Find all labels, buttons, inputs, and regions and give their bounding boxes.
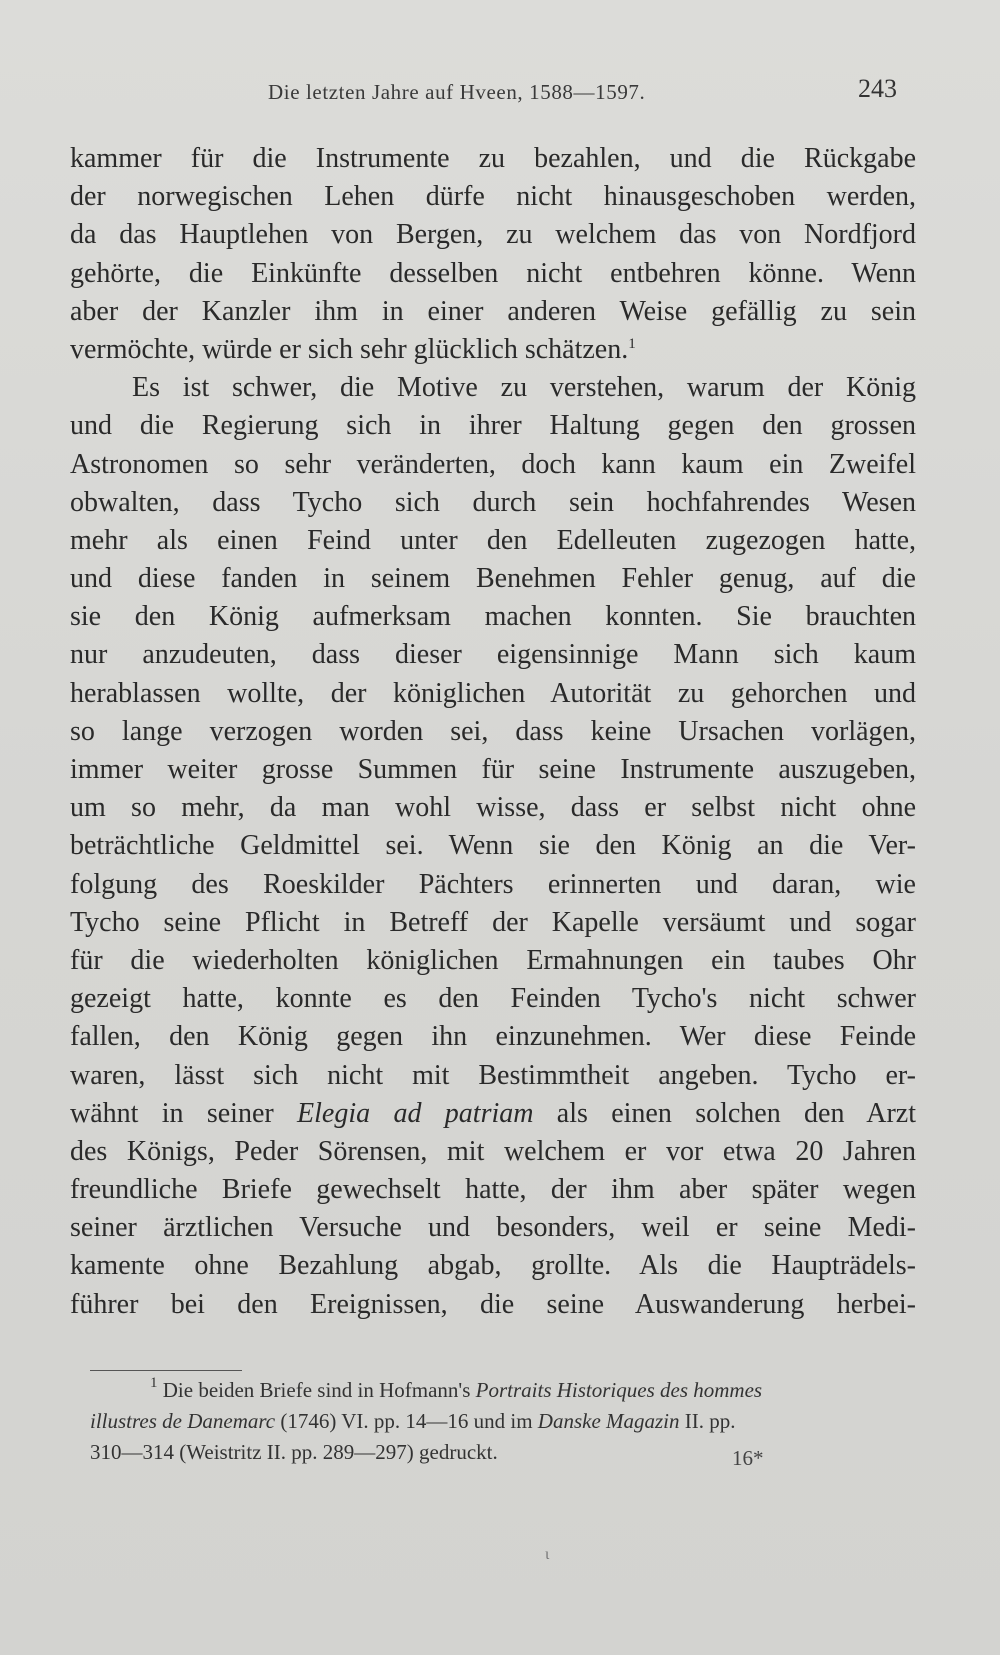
text-line: gezeigt hatte, konnte es den Feinden Tycho's nicht schwer bbox=[70, 983, 916, 1015]
footnote-line: 310—314 (Weistritz II. pp. 289—297) gedruckt. bbox=[90, 1440, 498, 1464]
footnote-ref: 1 bbox=[628, 335, 636, 352]
text-line-content: als einen solchen den Arzt bbox=[556, 1097, 917, 1129]
text-line: der norwegischen Lehen dürfe nicht hinausgeschoben werden, bbox=[70, 181, 916, 213]
text-line-content: wähnt in seiner bbox=[70, 1097, 274, 1129]
footnote-text: (1746) VI. pp. 14—16 und im bbox=[280, 1409, 533, 1433]
text-line: kamente ohne Bezahlung abgab, grollte. Als die Haupträdels- bbox=[70, 1250, 916, 1282]
footnote-text: II. pp. bbox=[684, 1409, 736, 1433]
text-line: sie den König aufmerksam machen konnten. Sie brauchten bbox=[70, 601, 916, 633]
text-line: Es ist schwer, die Motive zu verstehen, warum der König bbox=[132, 372, 916, 404]
text-line: beträchtliche Geldmittel sei. Wenn sie den König an die Ver- bbox=[70, 830, 916, 862]
text-line: mehr als einen Feind unter den Edelleuten zugezogen hatte, bbox=[70, 524, 916, 556]
signature-mark: 16* bbox=[732, 1446, 764, 1470]
text-line: um so mehr, da man wohl wisse, dass er selbst nicht ohne bbox=[70, 792, 916, 824]
running-title: Die letzten Jahre auf Hveen, 1588—1597. bbox=[268, 80, 646, 104]
page-speck: ɩ bbox=[545, 1546, 550, 1563]
text-line: herablassen wollte, der königlichen Autorität zu gehorchen und bbox=[70, 677, 916, 709]
body-text bbox=[70, 140, 916, 1324]
text-line: Tycho seine Pflicht in Betreff der Kapelle versäumt und sogar bbox=[70, 906, 916, 938]
footnote-italic: Portraits Historiques des hommes bbox=[475, 1378, 763, 1402]
text-line: immer weiter grosse Summen für seine Instrumente auszugeben, bbox=[70, 754, 916, 785]
text-line: des Königs, Peder Sörensen, mit welchem er vor etwa 20 Jahren bbox=[70, 1135, 916, 1167]
text-line: und diese fanden in seinem Benehmen Fehler genug, auf die bbox=[70, 563, 916, 595]
text-line: kammer für die Instrumente zu bezahlen, und die Rückgabe bbox=[70, 143, 916, 174]
footnote-divider bbox=[90, 1370, 242, 1371]
text-line: so lange verzogen worden sei, dass keine Ursachen vorlägen, bbox=[70, 715, 916, 747]
text-line bbox=[70, 331, 916, 369]
text-line: obwalten, dass Tycho sich durch sein hochfahrendes Wesen bbox=[70, 486, 916, 518]
footnote-line bbox=[90, 1406, 920, 1437]
text-line: da das Hauptlehen von Bergen, zu welchem das von Nordfjord bbox=[70, 219, 916, 251]
text-line: waren, lässt sich nicht mit Bestimmtheit angeben. Tycho er- bbox=[70, 1059, 916, 1091]
text-line-content: vermöchte, würde er sich sehr glücklich schätzen. bbox=[70, 333, 629, 365]
text-line: freundliche Briefe gewechselt hatte, der ihm aber später wegen bbox=[70, 1174, 916, 1206]
footnote-text: Die beiden Briefe sind in Hofmann's bbox=[162, 1378, 471, 1402]
text-line: Astronomen so sehr veränderten, doch kann kaum ein Zweifel bbox=[70, 448, 916, 480]
footnote bbox=[90, 1375, 920, 1468]
text-line: gehörte, die Einkünfte desselben nicht entbehren könne. Wenn bbox=[70, 257, 916, 289]
text-line: nur anzudeuten, dass dieser eigensinnige Mann sich kaum bbox=[70, 639, 916, 671]
footnote-italic: illustres de Danemarc bbox=[90, 1409, 276, 1433]
footnote-marker: 1 bbox=[150, 1375, 158, 1391]
running-head bbox=[0, 72, 1000, 112]
text-line: seiner ärztlichen Versuche und besonders, weil er seine Medi- bbox=[70, 1212, 916, 1244]
text-line: für die wiederholten königlichen Ermahnungen ein taubes Ohr bbox=[70, 944, 916, 976]
text-line bbox=[70, 1095, 916, 1133]
italic-title: Elegia ad patriam bbox=[297, 1097, 534, 1129]
page-number: 243 bbox=[858, 74, 897, 103]
text-line: aber der Kanzler ihm in einer anderen Weise gefällig zu sein bbox=[70, 295, 916, 327]
text-line: führer bei den Ereignissen, die seine Auswanderung herbei- bbox=[70, 1288, 916, 1320]
footnote-line bbox=[90, 1375, 920, 1406]
text-line: fallen, den König gegen ihn einzunehmen. Wer diese Feinde bbox=[70, 1021, 916, 1053]
footnote-italic: Danske Magazin bbox=[537, 1409, 680, 1433]
text-line: folgung des Roeskilder Pächters erinnerten und daran, wie bbox=[70, 868, 916, 900]
text-line: und die Regierung sich in ihrer Haltung gegen den grossen bbox=[70, 410, 916, 442]
